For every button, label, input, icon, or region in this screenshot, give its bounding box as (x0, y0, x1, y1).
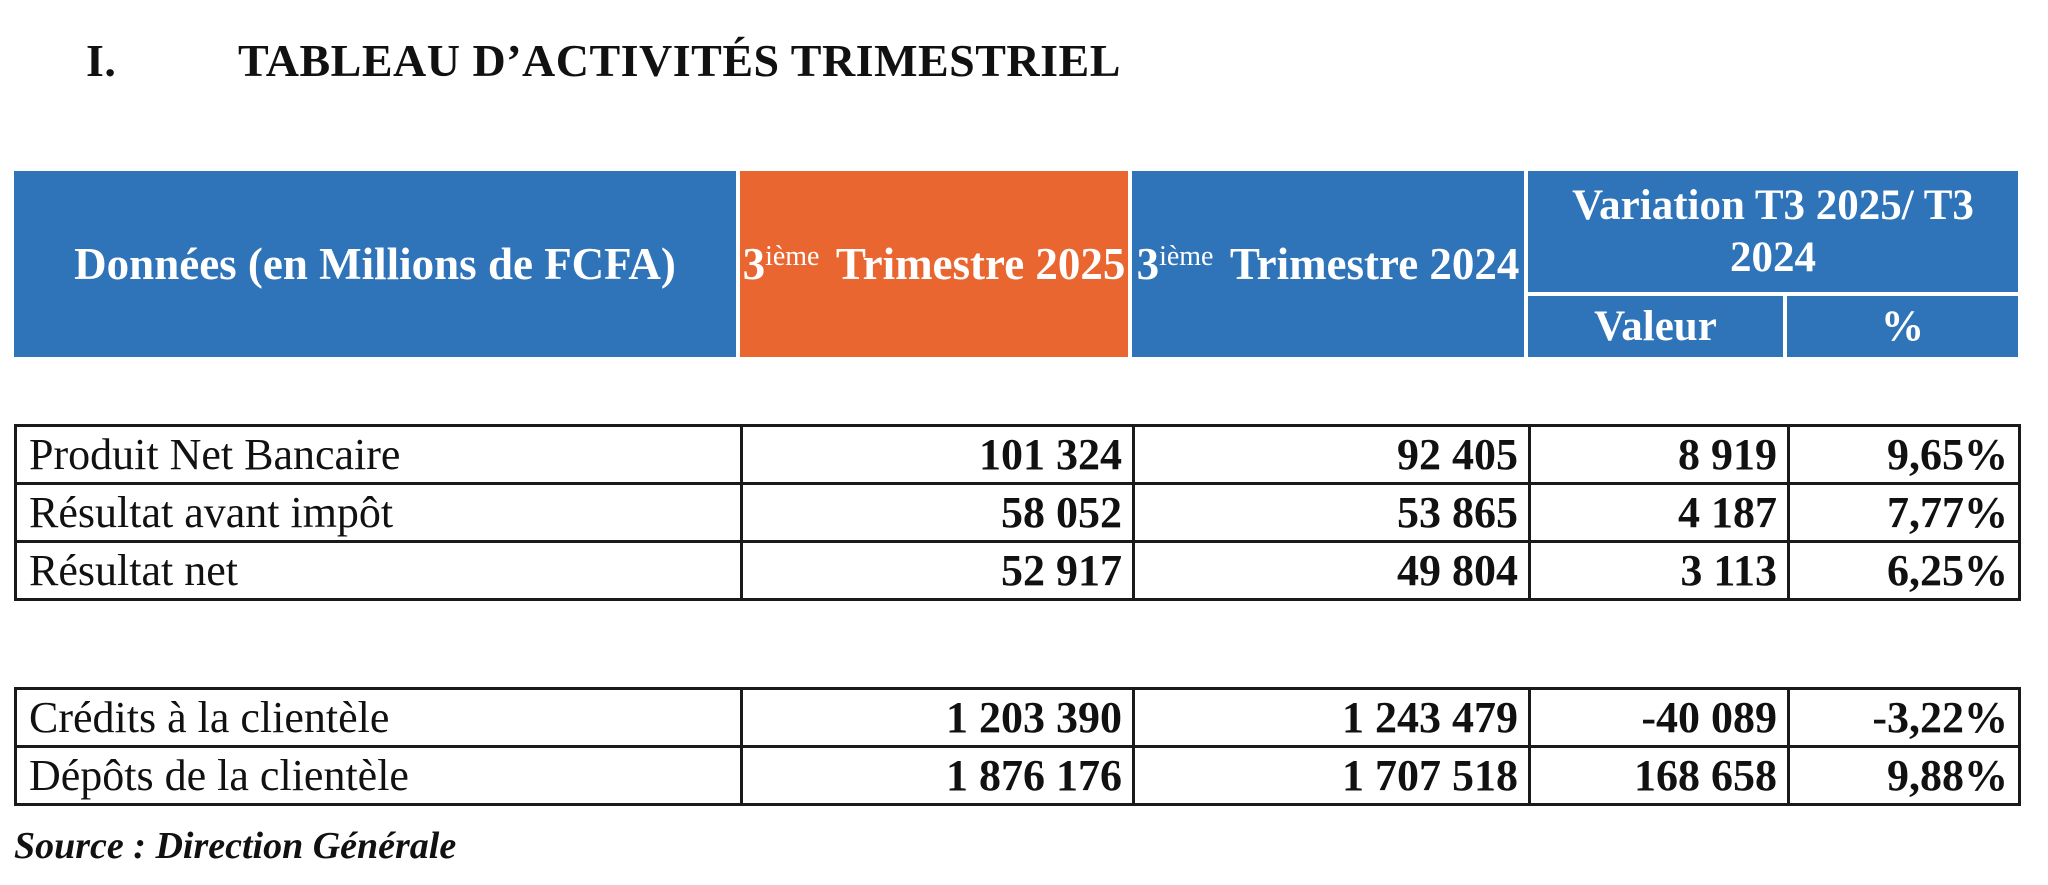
cell-t3-2024: 1 243 479 (1134, 689, 1530, 747)
cell-t3-2024: 1 707 518 (1134, 747, 1530, 805)
header-q3-2024 (1132, 171, 1524, 357)
header-q3-2025-sup: ième (765, 241, 820, 272)
table-row (16, 426, 2020, 484)
table-row (16, 542, 2020, 600)
table-row (16, 747, 2020, 805)
header-q3-2025-label: Trimestre 2025 (825, 239, 1126, 289)
header-variation (1528, 171, 2018, 292)
cell-valeur: 3 113 (1530, 542, 1789, 600)
row-label: Produit Net Bancaire (16, 426, 742, 484)
cell-t3-2024: 53 865 (1134, 484, 1530, 542)
cell-t3-2024: 49 804 (1134, 542, 1530, 600)
header-valeur-label: Valeur (1594, 302, 1717, 350)
row-label: Résultat avant impôt (16, 484, 742, 542)
cell-t3-2025: 101 324 (742, 426, 1134, 484)
cell-valeur: 168 658 (1530, 747, 1789, 805)
section-title (86, 34, 1121, 87)
header-percent-label: % (1881, 302, 1924, 350)
cell-percent: 6,25% (1789, 542, 2020, 600)
table-row (16, 689, 2020, 747)
source-note: Source : Direction Générale (14, 825, 457, 867)
header-donnees (14, 171, 736, 357)
balance-table (14, 687, 2021, 806)
section-number: I. (86, 35, 117, 86)
cell-percent: -3,22% (1789, 689, 2020, 747)
cell-t3-2024: 92 405 (1134, 426, 1530, 484)
cell-percent: 9,88% (1789, 747, 2020, 805)
section-heading: TABLEAU D’ACTIVITÉS TRIMESTRIEL (238, 35, 1121, 86)
row-label: Dépôts de la clientèle (16, 747, 742, 805)
header-q3-2024-sup: ième (1159, 241, 1214, 272)
cell-valeur: 4 187 (1530, 484, 1789, 542)
cell-t3-2025: 52 917 (742, 542, 1134, 600)
table-row (16, 484, 2020, 542)
cell-t3-2025: 58 052 (742, 484, 1134, 542)
cell-percent: 7,77% (1789, 484, 2020, 542)
header-q3-2024-label: Trimestre 2024 (1219, 239, 1520, 289)
cell-valeur: 8 919 (1530, 426, 1789, 484)
cell-valeur: -40 089 (1530, 689, 1789, 747)
results-table (14, 424, 2021, 601)
header-percent (1787, 296, 2018, 357)
header-q3-2024-text (1137, 237, 1520, 291)
header-q3-2025 (740, 171, 1128, 357)
cell-t3-2025: 1 203 390 (742, 689, 1134, 747)
table-header (14, 171, 2018, 357)
header-donnees-label: Données (en Millions de FCFA) (74, 239, 676, 289)
header-valeur (1528, 296, 1783, 357)
cell-percent: 9,65% (1789, 426, 2020, 484)
row-label: Crédits à la clientèle (16, 689, 742, 747)
cell-t3-2025: 1 876 176 (742, 747, 1134, 805)
header-q3-2025-text (743, 237, 1126, 291)
header-q3-2024-prefix: 3 (1136, 239, 1160, 289)
header-q3-2025-prefix: 3 (742, 239, 766, 289)
header-variation-label: Variation T3 2025/ T3 2024 (1572, 181, 1974, 281)
row-label: Résultat net (16, 542, 742, 600)
